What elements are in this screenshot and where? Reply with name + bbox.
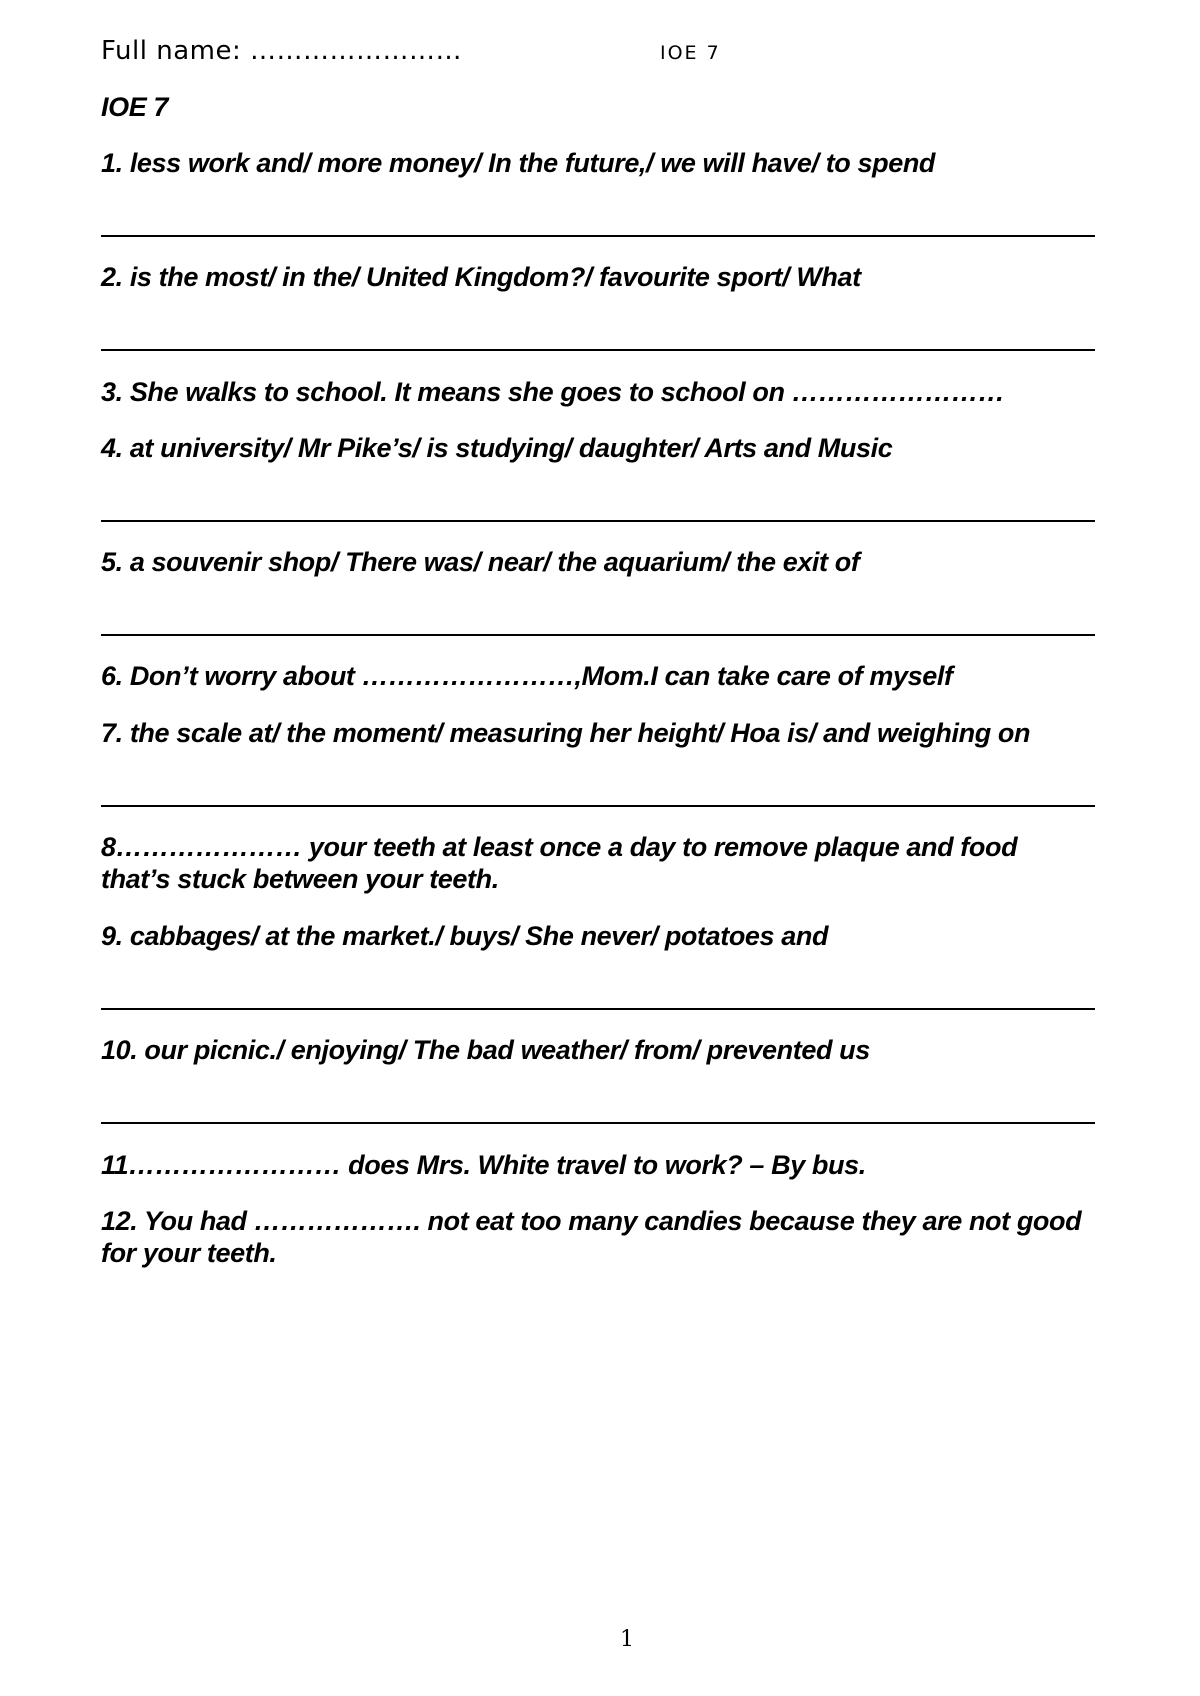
question-9: 9. cabbages/ at the market./ buys/ She never/ potatoes and — [101, 921, 829, 951]
question-4: 4. at university/ Mr Pike’s/ is studying/ daughter/ Arts and Music — [101, 433, 893, 463]
answer-line-5 — [101, 634, 1095, 636]
answer-line-7 — [101, 805, 1095, 807]
question-3: 3. She walks to school. It means she goes to school on …………………… — [101, 377, 1005, 407]
question-10: 10. our picnic./ enjoying/ The bad weather/ from/ prevented us — [101, 1035, 870, 1065]
question-8: 8………………… your teeth at least once a day to remove plaque and food — [101, 832, 1018, 862]
question-6: 6. Don’t worry about ……………………,Mom.I can take care of myself — [101, 661, 953, 691]
question-7: 7. the scale at/ the moment/ measuring her height/ Hoa is/ and weighing on — [101, 718, 1031, 748]
question-5: 5. a souvenir shop/ There was/ near/ the aquarium/ the exit of — [101, 547, 860, 577]
question-12-continued: for your teeth. — [101, 1238, 277, 1268]
question-2: 2. is the most/ in the/ United Kingdom?/ favourite sport/ What — [101, 262, 861, 292]
answer-line-10 — [101, 1122, 1095, 1124]
answer-line-9 — [101, 1008, 1095, 1010]
question-1: 1. less work and/ more money/ In the future,/ we will have/ to spend — [101, 148, 936, 178]
page-number: 1 — [620, 1627, 634, 1652]
worksheet-title: IOE 7 — [101, 92, 169, 122]
full-name-field: Full name: …………………… — [101, 36, 462, 66]
answer-line-4 — [101, 520, 1095, 522]
question-12: 12. You had ………………. not eat too many candies because they are not good — [101, 1206, 1082, 1236]
question-11: 11…………………… does Mrs. White travel to work? – By bus. — [101, 1150, 866, 1180]
header-code: IOE 7 — [660, 42, 721, 64]
question-8-continued: that’s stuck between your teeth. — [101, 864, 499, 894]
answer-line-2 — [101, 349, 1095, 351]
answer-line-1 — [101, 235, 1095, 237]
